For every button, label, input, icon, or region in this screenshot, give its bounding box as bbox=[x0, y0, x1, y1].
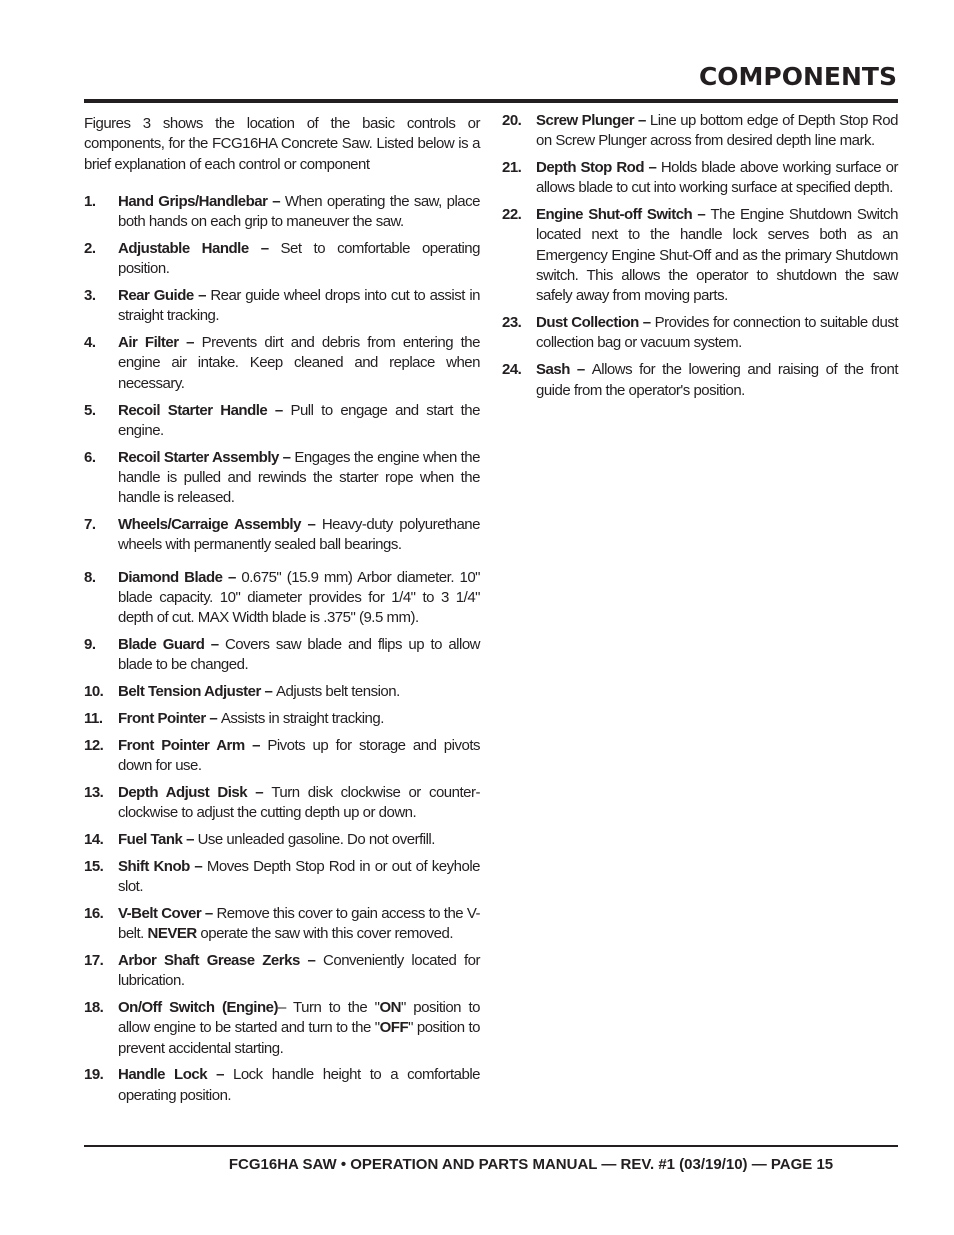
item-body bbox=[118, 286, 480, 327]
item-desc: Heavy-duty polyurethane wheels with permanently sealed ball bearings. bbox=[118, 516, 480, 554]
item-desc: The Engine Shutdown Switch located next to the handle lock serves both as an Emergency Engine Shut-Off and as the primary Shutdown switch. This allows the operator to shutdown the saw safely away from moving parts. bbox=[536, 206, 898, 305]
right-column bbox=[502, 111, 898, 407]
item-number: 20. bbox=[502, 112, 522, 129]
item-body bbox=[118, 239, 480, 280]
left-column bbox=[84, 114, 480, 1112]
list-item bbox=[84, 783, 480, 824]
item-desc: Allows for the lowering and raising of the front guide from the operator's position. bbox=[536, 361, 899, 399]
item-desc: Conveniently located for lubrication. bbox=[118, 951, 480, 990]
item-term: Arbor Shaft Grease Zerks – bbox=[118, 951, 324, 969]
list-item bbox=[84, 448, 480, 509]
item-number: 5. bbox=[84, 401, 96, 419]
list-item bbox=[84, 239, 480, 280]
item-desc: Provides for connection to suitable dust collection bag or vacuum system. bbox=[536, 314, 898, 352]
item-desc: Holds blade above working surface or allows blade to cut into working surface at specified depth. bbox=[536, 159, 898, 197]
item-desc: Covers saw blade and flips up to allow blade to be changed. bbox=[118, 636, 480, 674]
item-body bbox=[118, 1065, 480, 1106]
item-term: Blade Guard – bbox=[118, 636, 225, 654]
list-item bbox=[502, 360, 898, 401]
item-body bbox=[118, 951, 480, 992]
item-term: Diamond Blade – bbox=[118, 568, 242, 586]
item-desc: Set to comfortable operating position. bbox=[118, 239, 480, 278]
item-desc: operate the saw with this cover removed. bbox=[196, 925, 454, 943]
item-body bbox=[118, 401, 480, 442]
item-desc: Adjusts belt tension. bbox=[276, 683, 400, 701]
item-body bbox=[536, 313, 898, 354]
list-item bbox=[84, 904, 480, 945]
item-number: 11. bbox=[84, 709, 103, 727]
item-term: Engine Shut-off Switch – bbox=[536, 206, 711, 224]
item-term: Adjustable Handle – bbox=[118, 239, 281, 257]
item-number: 10. bbox=[84, 683, 104, 701]
item-body bbox=[118, 857, 480, 898]
item-term: Screw Plunger – bbox=[536, 112, 650, 129]
intro-paragraph: Figures 3 shows the location of the basic controls or components, for the FCG16HA Concrete Saw. Listed below is a brief explanation of each control or component bbox=[84, 115, 480, 173]
page-title: COMPONENTS bbox=[698, 62, 897, 91]
item-number: 4. bbox=[84, 334, 96, 352]
item-desc: When operating the saw, place both hands on each grip to maneuver the saw. bbox=[118, 192, 480, 231]
item-desc: Turn disk clockwise or counter-clockwise to adjust the cutting depth up or down. bbox=[118, 783, 480, 822]
item-term: On/Off Switch (Engine) bbox=[118, 998, 278, 1016]
page-footer: FCG16HA SAW • OPERATION AND PARTS MANUAL — REV. #1 (03/19/10) — PAGE 15 bbox=[228, 1156, 834, 1173]
item-term: Belt Tension Adjuster – bbox=[118, 683, 277, 701]
list-item bbox=[84, 682, 480, 702]
item-number: 1. bbox=[84, 192, 96, 210]
item-term: Depth Stop Rod – bbox=[536, 159, 661, 177]
list-item bbox=[84, 830, 480, 850]
list-item bbox=[84, 333, 480, 394]
item-number: 17. bbox=[84, 951, 104, 969]
item-term: Air Filter – bbox=[118, 334, 202, 352]
item-body bbox=[118, 830, 480, 850]
item-emphasis: ON bbox=[379, 998, 401, 1016]
item-term: Depth Adjust Disk – bbox=[118, 783, 272, 801]
item-number: 24. bbox=[502, 361, 522, 379]
item-body bbox=[118, 515, 480, 556]
item-body bbox=[536, 111, 898, 152]
item-number: 18. bbox=[84, 998, 104, 1016]
item-term: Recoil Starter Assembly – bbox=[118, 448, 295, 466]
item-desc: Engages the engine when the handle is pulled and rewinds the starter rope when the handle is released. bbox=[118, 448, 480, 507]
item-desc: Moves Depth Stop Rod in or out of keyhole slot. bbox=[118, 857, 480, 895]
item-body bbox=[118, 635, 480, 676]
list-item bbox=[84, 1065, 480, 1106]
item-body bbox=[118, 192, 480, 233]
list-item bbox=[84, 401, 480, 442]
item-number: 15. bbox=[84, 857, 104, 875]
item-number: 22. bbox=[502, 206, 522, 224]
item-number: 12. bbox=[84, 736, 104, 754]
item-term: Rear Guide – bbox=[118, 287, 211, 305]
item-body bbox=[118, 682, 480, 702]
item-number: 21. bbox=[502, 159, 522, 177]
list-item bbox=[84, 951, 480, 992]
item-desc: Rear guide wheel drops into cut to assist in straight tracking. bbox=[118, 287, 480, 325]
item-body bbox=[118, 998, 480, 1059]
item-desc: Pivots up for storage and pivots down for use. bbox=[118, 736, 480, 775]
item-number: 23. bbox=[502, 314, 522, 332]
item-desc: Remove this cover to gain access to the V-belt. bbox=[118, 904, 481, 943]
list-item bbox=[84, 515, 480, 556]
header-rule bbox=[84, 99, 898, 103]
item-body bbox=[118, 736, 480, 777]
item-desc: " position to allow engine to be started and turn to the " bbox=[118, 998, 480, 1037]
list-item bbox=[84, 635, 480, 676]
list-item bbox=[84, 709, 480, 729]
item-number: 6. bbox=[84, 448, 96, 466]
item-desc: Pull to engage and start the engine. bbox=[118, 401, 480, 439]
item-desc: Prevents dirt and debris from entering the engine air intake. Keep cleaned and replace when necessary. bbox=[118, 334, 480, 392]
item-desc: Use unleaded gasoline. Do not overfill. bbox=[197, 830, 435, 848]
item-body bbox=[118, 904, 480, 945]
item-body bbox=[118, 448, 480, 509]
item-number: 9. bbox=[84, 636, 96, 654]
list-item bbox=[84, 857, 480, 898]
item-emphasis: OFF bbox=[379, 1019, 409, 1037]
item-term: Recoil Starter Handle – bbox=[118, 401, 291, 419]
item-number: 19. bbox=[84, 1066, 104, 1084]
item-term: Front Pointer Arm – bbox=[118, 736, 268, 754]
item-term: Sash – bbox=[536, 361, 592, 379]
item-desc: – Turn to the " bbox=[277, 998, 380, 1016]
item-body bbox=[536, 360, 898, 401]
item-body bbox=[118, 709, 480, 729]
list-item bbox=[84, 568, 480, 629]
item-term: Shift Knob – bbox=[118, 857, 207, 875]
item-desc: " position to prevent accidental starting. bbox=[118, 1019, 480, 1057]
item-term: Fuel Tank – bbox=[118, 830, 198, 848]
item-number: 3. bbox=[84, 287, 96, 305]
item-number: 2. bbox=[84, 239, 96, 257]
item-body bbox=[118, 333, 480, 394]
item-emphasis: NEVER bbox=[147, 925, 197, 943]
item-desc: Lock handle height to a comfortable operating position. bbox=[118, 1066, 480, 1104]
item-desc: Line up bottom edge of Depth Stop Rod on Screw Plunger across from desired depth line mark. bbox=[536, 112, 898, 150]
item-desc: Assists in straight tracking. bbox=[220, 709, 384, 727]
item-body bbox=[536, 158, 898, 199]
item-desc: 0.675" (15.9 mm) Arbor diameter. 10" blade capacity. 10" diameter provides for 1/4" to 3 1/4" depth of cut. MAX Width blade is .375" (9.5 mm). bbox=[118, 568, 480, 627]
item-number: 8. bbox=[84, 568, 96, 586]
item-number: 13. bbox=[84, 783, 104, 801]
list-item bbox=[502, 205, 898, 306]
item-term: Wheels/Carraige Assembly – bbox=[118, 516, 322, 534]
item-term: Hand Grips/Handlebar – bbox=[118, 192, 285, 210]
list-item bbox=[502, 158, 898, 199]
item-term: V-Belt Cover – bbox=[118, 904, 217, 922]
item-term: Handle Lock – bbox=[118, 1066, 233, 1084]
item-number: 16. bbox=[84, 904, 104, 922]
footer-rule bbox=[84, 1145, 898, 1147]
item-number: 7. bbox=[84, 516, 96, 534]
item-body bbox=[118, 568, 480, 629]
item-body bbox=[536, 205, 898, 306]
list-item bbox=[84, 998, 480, 1059]
item-term: Dust Collection – bbox=[536, 314, 655, 332]
list-item bbox=[84, 736, 480, 777]
list-item bbox=[502, 313, 898, 354]
list-item bbox=[84, 192, 480, 233]
item-number: 14. bbox=[84, 830, 104, 848]
list-item bbox=[502, 111, 898, 152]
item-body bbox=[118, 783, 480, 824]
list-item bbox=[84, 286, 480, 327]
item-term: Front Pointer – bbox=[118, 709, 221, 727]
